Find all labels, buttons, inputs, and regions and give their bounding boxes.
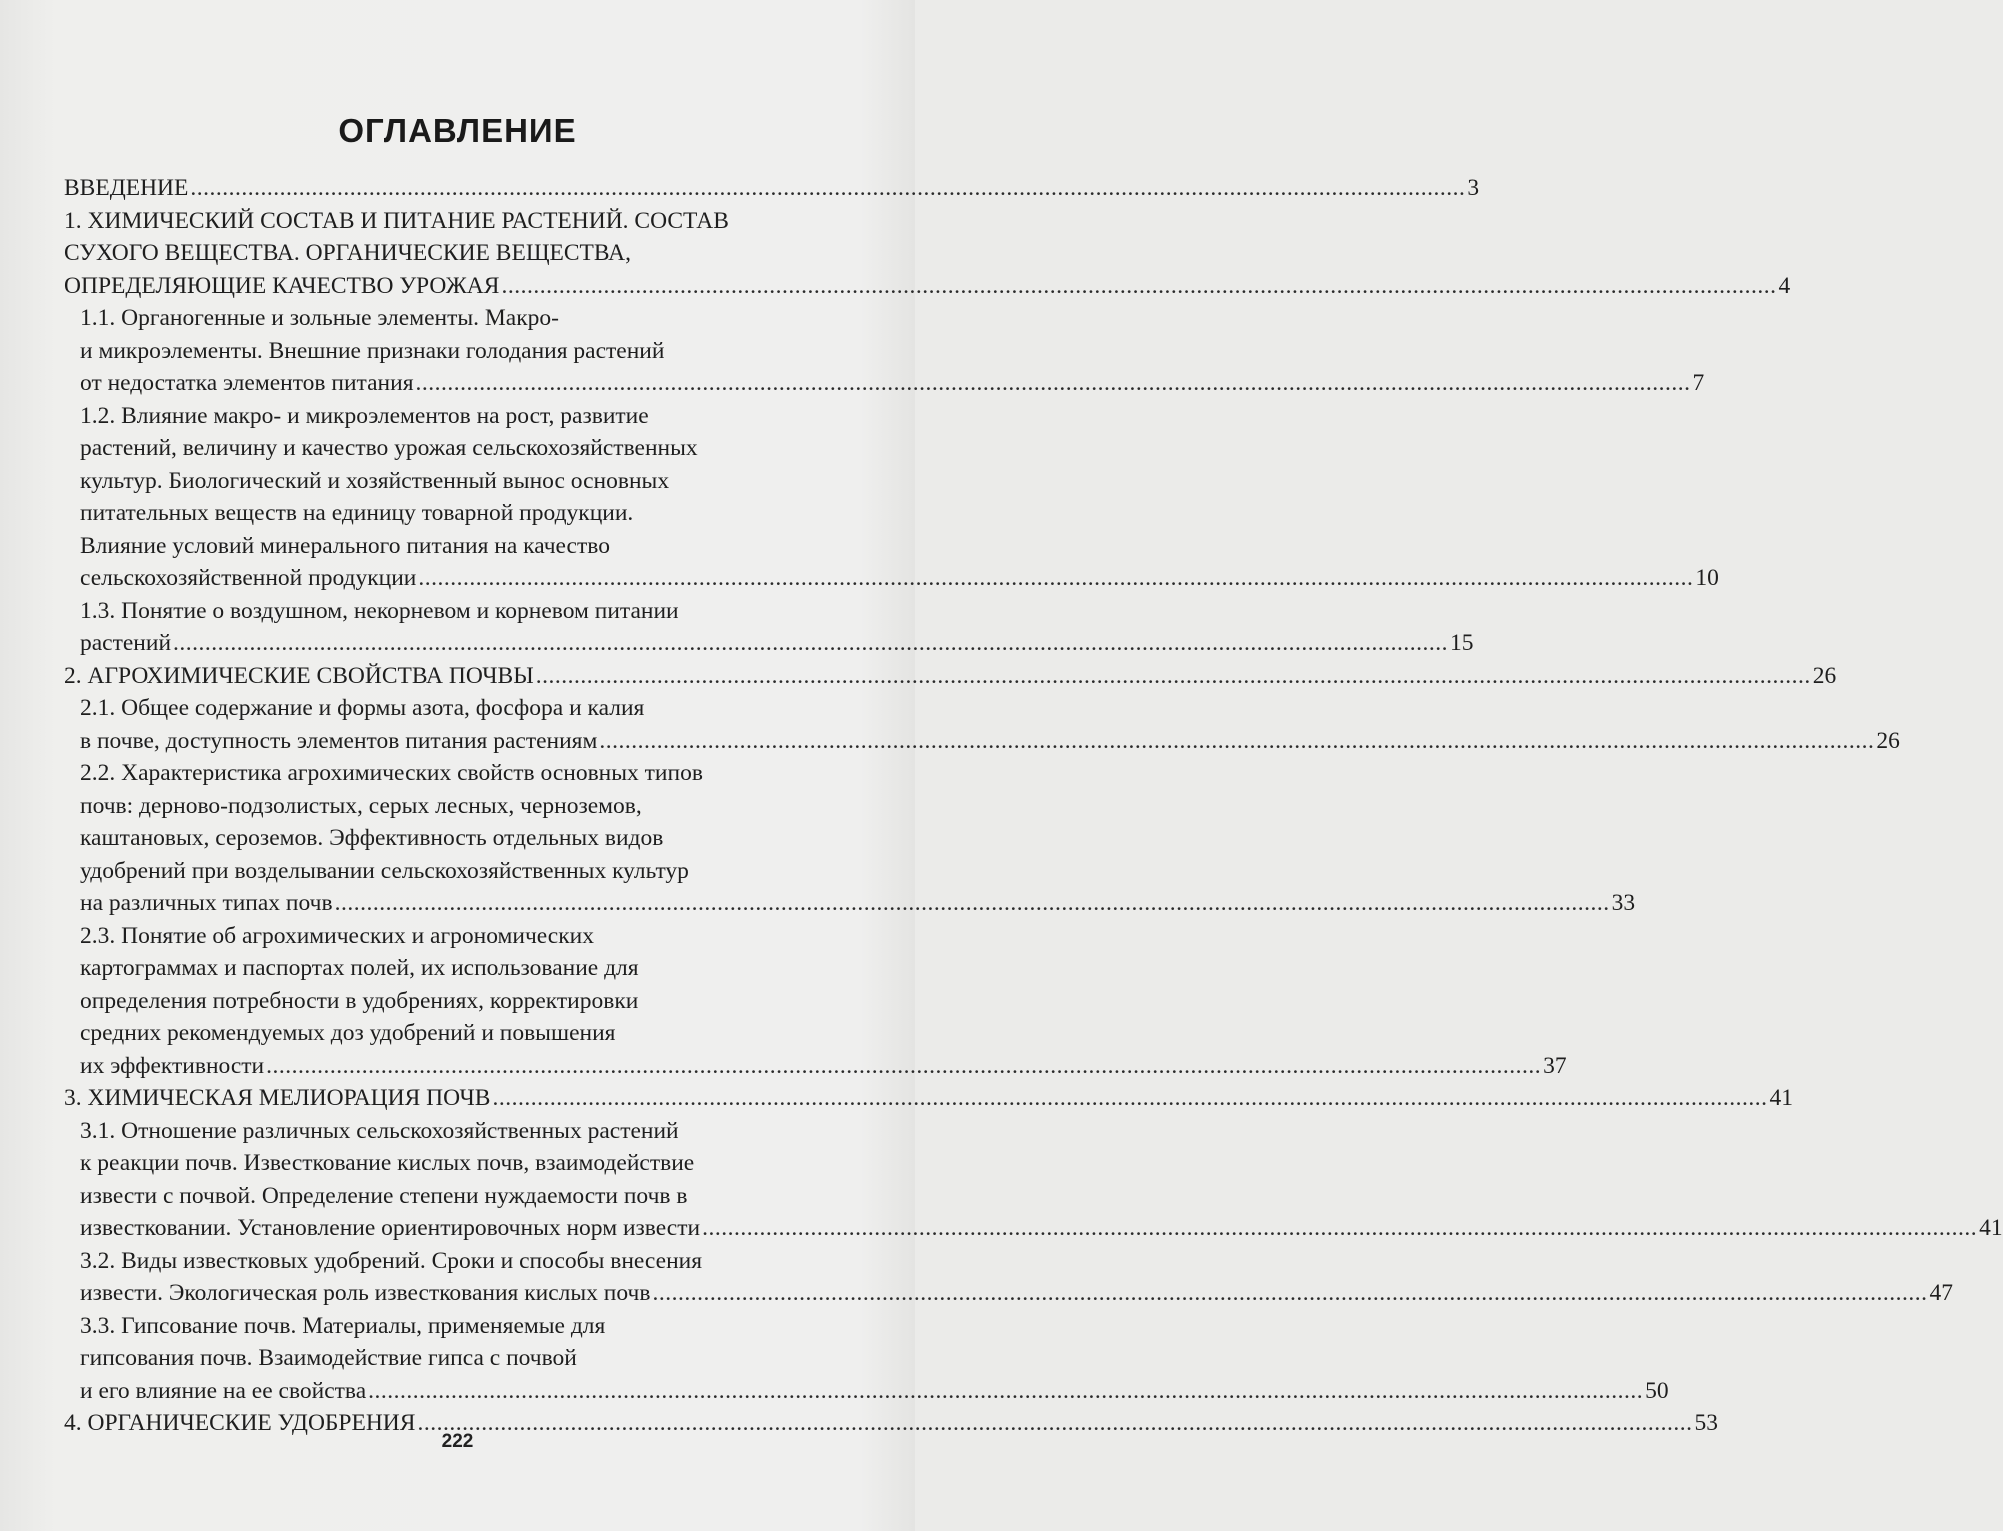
toc-entry-line: картограммах и паспортах полей, их использование для [80, 955, 639, 981]
toc-entry-line: средних рекомендуемых доз удобрений и повышения [80, 1020, 616, 1046]
toc-entry-line: к реакции почв. Известкование кислых почв, взаимодействие [80, 1150, 695, 1176]
toc-page-number: 10 [1695, 565, 1719, 591]
toc-entry-line: удобрений при возделывании сельскохозяйственных культур [80, 857, 689, 884]
toc-entry-line: ВВЕДЕНИЕ [64, 175, 189, 201]
toc-page-number: 41 [1979, 1215, 2003, 1241]
toc-entry-line: на различных типах почв [80, 890, 333, 916]
toc-entry-line: от недостатка элементов питания [80, 370, 414, 396]
toc-entry-line: гипсования почв. Взаимодействие гипса с почвой [80, 1345, 577, 1371]
toc-entry-line: известковании. Установление ориентировочных норм извести [80, 1215, 701, 1241]
dot-leader: ........................................................................................................................................................................................................ [266, 1052, 1542, 1079]
toc-section-entry [64, 920, 1567, 1083]
toc-page-number: 47 [1929, 1280, 1953, 1306]
toc-entry-line: питательных веществ на единицу товарной продукции. [80, 500, 634, 526]
toc-entry-line: извести с почвой. Определение степени нуждаемости почв в [80, 1182, 688, 1209]
toc-section-entry [64, 1245, 1953, 1310]
toc-page-number: 7 [1692, 370, 1705, 396]
toc-entry-line: растений, величину и качество урожая сельскохозяйственных [80, 435, 698, 461]
toc-entry-final-line [80, 1050, 1567, 1083]
toc-page-number: 26 [1812, 662, 1837, 689]
toc-entry-final-line [64, 270, 1791, 303]
toc-entry-line: 2.3. Понятие об агрохимических и агрономических [80, 922, 594, 949]
toc-entry-line: определения потребности в удобрениях, корректировки [80, 987, 639, 1014]
toc-section-entry [64, 1310, 1669, 1408]
dot-leader: ........................................................................................................................................................................................................ [173, 630, 1449, 656]
toc-page-number: 26 [1876, 727, 1900, 754]
toc-entry-line: ОПРЕДЕЛЯЮЩИЕ КАЧЕСТВО УРОЖАЯ [64, 272, 500, 299]
toc-chapter-entry [64, 660, 1837, 693]
dot-leader: ........................................................................................................................................................................................................ [535, 662, 1811, 689]
toc-entry-line: почв: дерново-подзолистых, серых лесных, черноземов, [80, 792, 642, 819]
toc-entry-line: в почве, доступность элементов питания растениям [80, 727, 598, 754]
toc-entry-line: 3. ХИМИЧЕСКАЯ МЕЛИОРАЦИЯ ПОЧВ [64, 1085, 491, 1111]
toc-page-number: 3 [1467, 175, 1480, 201]
toc-entry-line: растений [80, 630, 172, 656]
dot-leader: ........................................................................................................................................................................................................ [599, 727, 1875, 754]
toc-entry-final-line [64, 1082, 1793, 1115]
dot-leader: ........................................................................................................................................................................................................ [501, 272, 1777, 299]
toc-entry-line: 3.1. Отношение различных сельскохозяйственных растений [80, 1117, 679, 1144]
page-title: ОГЛАВЛЕНИЕ [338, 112, 577, 149]
toc-entry-final-line [80, 562, 1719, 595]
toc-entry-final-line [64, 660, 1837, 693]
toc-entry-final-line [80, 627, 1474, 660]
toc-section-entry [64, 757, 1636, 920]
toc-entry-line: 2.2. Характеристика агрохимических свойств основных типов [80, 760, 703, 786]
toc-entry-line: их эффективности [80, 1052, 265, 1079]
toc-entry-line: 4. ОРГАНИЧЕСКИЕ УДОБРЕНИЯ [64, 1410, 416, 1436]
dot-leader: ........................................................................................................................................................................................................ [652, 1280, 1928, 1306]
dot-leader: ........................................................................................................................................................................................................ [492, 1085, 1768, 1111]
dot-leader: ........................................................................................................................................................................................................ [702, 1215, 1978, 1241]
dot-leader: ........................................................................................................................................................................................................ [418, 565, 1694, 591]
toc-section-entry [64, 400, 1719, 595]
toc-entry-final-line [80, 367, 1705, 400]
toc-page-number: 4 [1778, 272, 1791, 299]
toc-entry-line: 3.2. Виды известковых удобрений. Сроки и способы внесения [80, 1247, 703, 1274]
toc-page-number: 41 [1769, 1085, 1793, 1111]
toc-entry-line: 1.2. Влияние макро- и микроэлементов на рост, развитие [80, 402, 649, 429]
toc-entry-line: и микроэлементы. Внешние признаки голодания растений [80, 337, 665, 364]
toc-entry-line: 1.3. Понятие о воздушном, некорневом и корневом питании [80, 597, 679, 624]
dot-leader: ........................................................................................................................................................................................................ [368, 1377, 1644, 1404]
toc-entry-final-line [80, 1212, 2003, 1245]
toc-page-number: 53 [1694, 1410, 1718, 1436]
dot-leader: ........................................................................................................................................................................................................ [417, 1410, 1693, 1436]
dot-leader: ........................................................................................................................................................................................................ [334, 890, 1610, 916]
toc-section-entry [64, 1115, 2003, 1245]
toc-entry-final-line [80, 725, 1900, 758]
toc-entry-line: 3.3. Гипсование почв. Материалы, применяемые для [80, 1312, 606, 1339]
toc-entry-line: 2.1. Общее содержание и формы азота, фосфора и калия [80, 695, 645, 721]
toc-entry-final-line [80, 887, 1636, 920]
toc-entry-line: СУХОГО ВЕЩЕСТВА. ОРГАНИЧЕСКИЕ ВЕЩЕСТВА, [64, 240, 631, 266]
toc-section-entry [64, 595, 1474, 660]
toc-entry-line: сельскохозяйственной продукции [80, 565, 417, 591]
toc-section-entry [64, 302, 1705, 400]
toc-entry-final-line [80, 1375, 1669, 1408]
toc-entry-line: извести. Экологическая роль известкования кислых почв [80, 1280, 651, 1306]
toc-page-number: 50 [1645, 1377, 1669, 1404]
toc-section-entry [64, 692, 1900, 757]
toc-entry-line: 1.1. Органогенные и зольные элементы. Макро- [80, 305, 559, 331]
toc-entry-line: и его влияние на ее свойства [80, 1377, 367, 1404]
toc-chapter-entry [64, 205, 1791, 303]
toc-entry-line: 1. ХИМИЧЕСКИЙ СОСТАВ И ПИТАНИЕ РАСТЕНИЙ. СОСТАВ [64, 207, 729, 234]
toc-entry-line: 2. АГРОХИМИЧЕСКИЕ СВОЙСТВА ПОЧВЫ [64, 662, 534, 689]
toc-chapter-entry [64, 1082, 1793, 1115]
toc-entry-line: культур. Биологический и хозяйственный вынос основных [80, 467, 670, 494]
dot-leader: ........................................................................................................................................................................................................ [190, 175, 1466, 201]
page-number: 222 [441, 1431, 474, 1452]
table-of-contents [64, 172, 2003, 1440]
dot-leader: ........................................................................................................................................................................................................ [415, 370, 1691, 396]
toc-entry-line: Влияние условий минерального питания на качество [80, 532, 610, 559]
toc-chapter-entry [64, 172, 1480, 205]
toc-page-number: 37 [1543, 1052, 1567, 1079]
toc-page-number: 33 [1611, 890, 1636, 916]
toc-page-number: 15 [1450, 630, 1474, 656]
toc-entry-final-line [64, 172, 1480, 205]
toc-entry-final-line [80, 1277, 1953, 1310]
toc-entry-line: каштановых, сероземов. Эффективность отдельных видов [80, 825, 664, 851]
